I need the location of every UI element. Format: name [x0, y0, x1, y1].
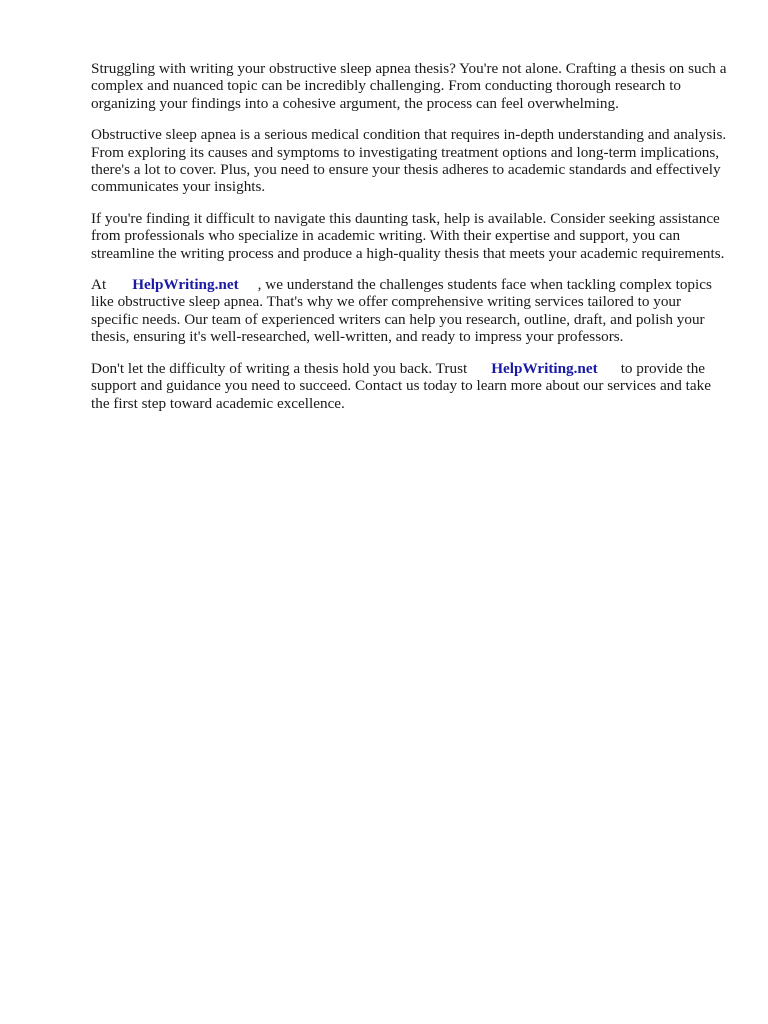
paragraph-service-text: , we understand the challenges students face when tackling complex topics like obstructive sleep apnea. That's why we offer comprehensive writing services tailored to your specific needs. Our team of experienced writers can help you research, outline, draft, and polish your thesis, ensuring it's well-researched, well-written, and ready to impress your professors.	[91, 276, 712, 346]
document-body	[91, 60, 731, 426]
paragraph-closing-lead: Don't let the difficulty of writing a thesis hold you back. Trust	[91, 359, 468, 377]
paragraph-help: If you're finding it difficult to navigate this daunting task, help is available. Consider seeking assistance from professionals who specialize in academic writing. With their expertise and support, you can streamline the writing process and produce a high-quality thesis that meets your academic requirements.	[91, 209, 725, 262]
helpwriting-link-2[interactable]: HelpWriting.net	[491, 359, 598, 377]
paragraph-service-lead: At	[91, 276, 107, 294]
paragraph-closing-text: to provide the support and guidance you need to succeed. Contact us today to learn more about our services and take the first step toward academic excellence.	[91, 359, 711, 412]
helpwriting-link[interactable]: HelpWriting.net	[132, 276, 239, 294]
paragraph-service	[91, 276, 731, 346]
paragraph-condition: Obstructive sleep apnea is a serious medical condition that requires in-depth understanding and analysis. From exploring its causes and symptoms to investigating treatment options and long-term implications, there's a lot to cover. Plus, you need to ensure your thesis adheres to academic standards and effectively communicates your insights.	[91, 126, 727, 196]
paragraph-intro: Struggling with writing your obstructive sleep apnea thesis? You're not alone. Crafting a thesis on such a complex and nuanced topic can be incredibly challenging. From conducting thorough research to organizing your findings into a cohesive argument, the process can feel overwhelming.	[91, 60, 727, 112]
paragraph-closing	[91, 360, 731, 412]
